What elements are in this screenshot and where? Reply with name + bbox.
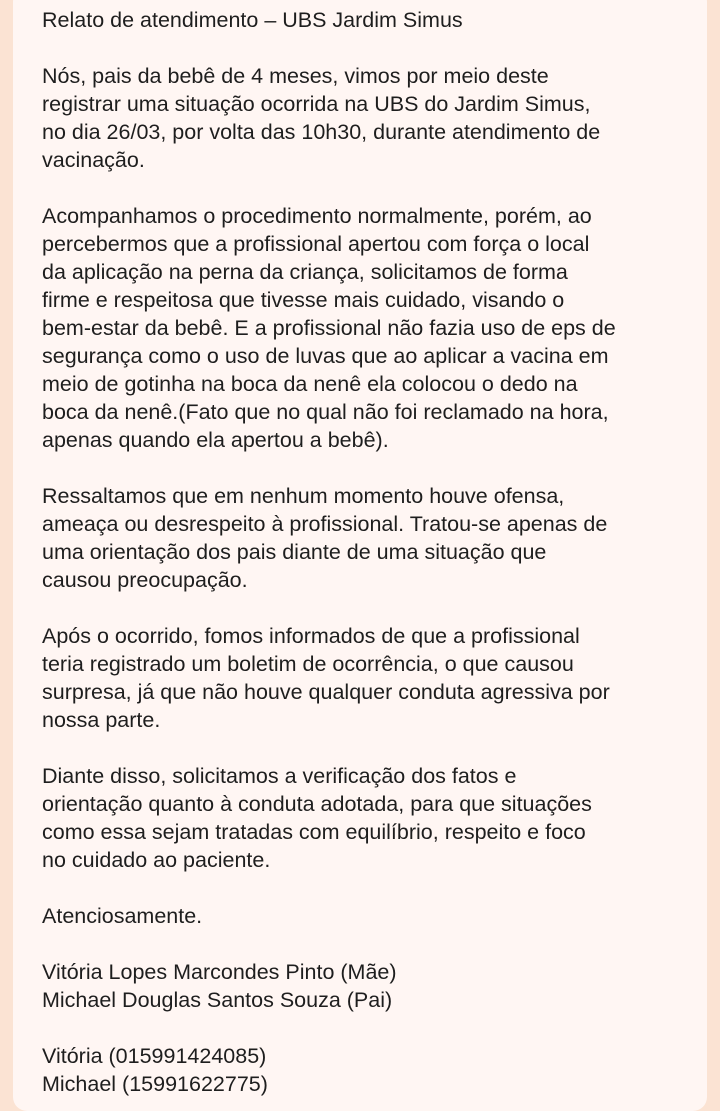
paragraph-5-line: orientação quanto à conduta adotada, para que situações <box>42 792 592 816</box>
paragraph-3-line: ameaça ou desrespeito à profissional. Tratou-se apenas de <box>42 512 608 536</box>
paragraph-2-line: firme e respeitosa que tivesse mais cuidado, visando o <box>42 288 565 312</box>
paragraph-gap <box>42 454 692 482</box>
paragraph-3-line: causou preocupação. <box>42 568 248 592</box>
paragraph-1-line: no dia 26/03, por volta das 10h30, durante atendimento de <box>42 120 601 144</box>
paragraph-2-line: percebermos que a profissional apertou com força o local <box>42 232 590 256</box>
paragraph-gap <box>42 930 692 958</box>
paragraph-2-line: da aplicação na perna da criança, solicitamos de forma <box>42 260 568 284</box>
paragraph-4-line: nossa parte. <box>42 708 161 732</box>
paragraph-4-line: teria registrado um boletim de ocorrência, o que causou <box>42 652 574 676</box>
contact-mother: Vitória (015991424085) <box>42 1044 267 1068</box>
signature-father: Michael Douglas Santos Souza (Pai) <box>42 988 393 1012</box>
paragraph-4-line: surpresa, já que não houve qualquer conduta agressiva por <box>42 680 610 704</box>
paragraph-gap <box>42 734 692 762</box>
paragraph-2-line: apenas quando ela apertou a bebê). <box>42 428 389 452</box>
closing-text: Atenciosamente. <box>42 904 203 928</box>
paragraph-5-line: no cuidado ao paciente. <box>42 848 271 872</box>
paragraph-gap <box>42 1014 692 1042</box>
paragraph-3-line: uma orientação dos pais diante de uma situação que <box>42 540 547 564</box>
message-title: Relato de atendimento – UBS Jardim Simus <box>42 8 463 32</box>
message-text <box>42 6 692 1098</box>
paragraph-1-line: vacinação. <box>42 148 145 172</box>
paragraph-2-line: bem-estar da bebê. E a profissional não fazia uso de eps de <box>42 316 616 340</box>
paragraph-2-line: meio de gotinha na boca da nenê ela colocou o dedo na <box>42 372 578 396</box>
paragraph-gap <box>42 874 692 902</box>
paragraph-2-line: boca da nenê.(Fato que no qual não foi reclamado na hora, <box>42 400 609 424</box>
paragraph-1-line: Nós, pais da bebê de 4 meses, vimos por meio deste <box>42 64 549 88</box>
paragraph-4-line: Após o ocorrido, fomos informados de que a profissional <box>42 624 580 648</box>
paragraph-gap <box>42 594 692 622</box>
signature-mother: Vitória Lopes Marcondes Pinto (Mãe) <box>42 960 397 984</box>
paragraph-gap <box>42 34 692 62</box>
paragraph-2-line: segurança como o uso de luvas que ao aplicar a vacina em <box>42 344 609 368</box>
paragraph-1-line: registrar uma situação ocorrida na UBS do Jardim Simus, <box>42 92 591 116</box>
paragraph-2-line: Acompanhamos o procedimento normalmente, porém, ao <box>42 204 592 228</box>
paragraph-3-line: Ressaltamos que em nenhum momento houve ofensa, <box>42 484 565 508</box>
paragraph-5-line: como essa sejam tratadas com equilíbrio, respeito e foco <box>42 820 586 844</box>
paragraph-gap <box>42 174 692 202</box>
contact-father: Michael (15991622775) <box>42 1072 268 1096</box>
paragraph-5-line: Diante disso, solicitamos a verificação dos fatos e <box>42 764 517 788</box>
